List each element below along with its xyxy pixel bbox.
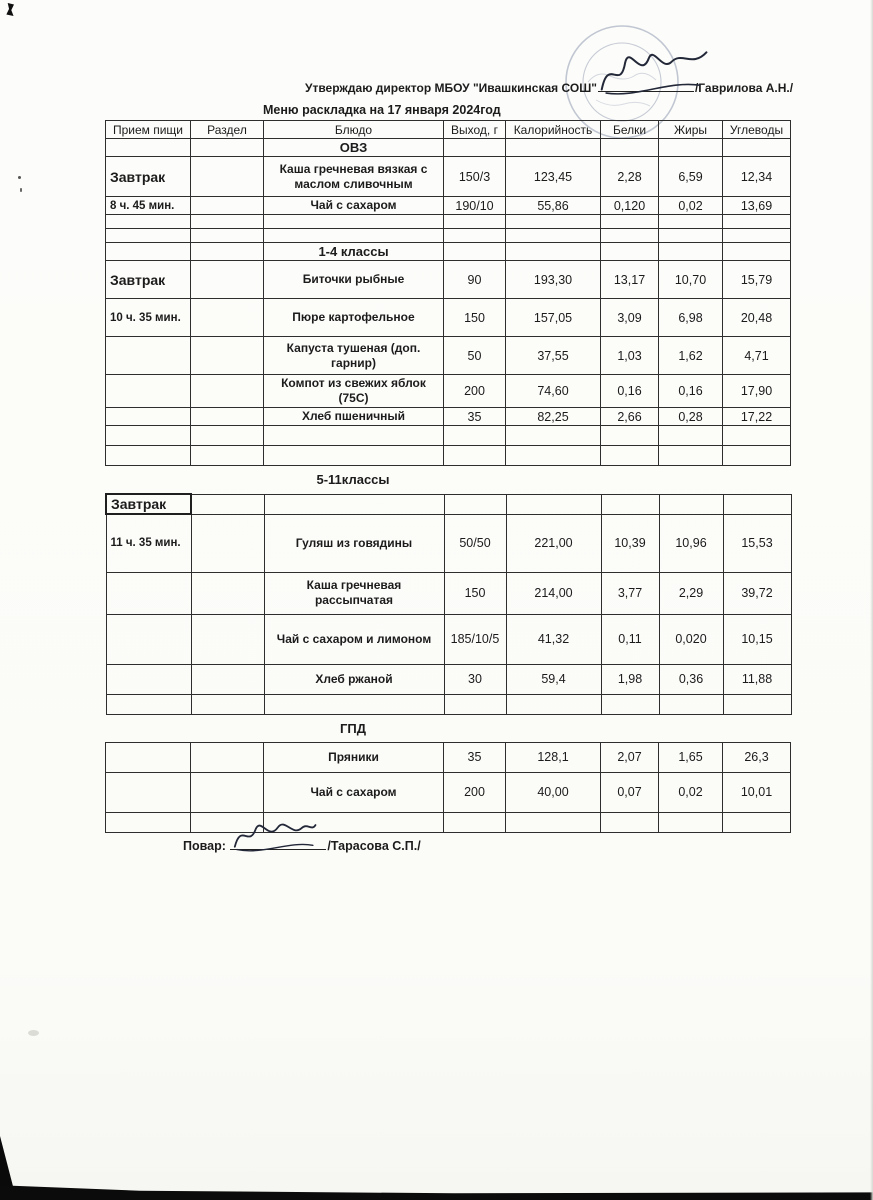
column-header: Раздел xyxy=(191,121,264,139)
scan-speck xyxy=(20,188,22,192)
column-header: Белки xyxy=(601,121,659,139)
cell-protein: 10,39 xyxy=(601,514,659,572)
menu-table xyxy=(105,742,791,833)
cell-protein: 3,09 xyxy=(601,299,659,337)
cell-out: 30 xyxy=(444,664,506,694)
cell-carbs: 15,53 xyxy=(723,514,791,572)
column-header: Жиры xyxy=(659,121,723,139)
director-signature-line xyxy=(598,80,694,92)
scan-speck xyxy=(18,176,21,179)
cell-dish: Пюре картофельное xyxy=(264,299,444,337)
menu-row xyxy=(106,261,791,299)
empty-cell xyxy=(601,812,659,832)
empty-cell xyxy=(659,446,723,466)
empty-cell xyxy=(601,426,659,446)
empty-row xyxy=(106,812,791,832)
empty-cell xyxy=(191,229,264,243)
cell-fat: 6,59 xyxy=(659,157,723,197)
column-header: Выход, г xyxy=(444,121,506,139)
column-header: Блюдо xyxy=(264,121,444,139)
cell-protein: 0,16 xyxy=(601,375,659,408)
scan-bottom-edge xyxy=(0,1184,873,1200)
cook-signature-line xyxy=(230,838,326,850)
cell-carbs: 10,15 xyxy=(723,614,791,664)
cell-dish: Капуста тушеная (доп. гарнир) xyxy=(264,337,444,375)
section-label: ОВЗ xyxy=(264,139,444,157)
cell-cal: 41,32 xyxy=(506,614,601,664)
cell-meal: Завтрак xyxy=(106,261,191,299)
cell-fat: 1,62 xyxy=(659,337,723,375)
cell-cal: 123,45 xyxy=(506,157,601,197)
cell-carbs: 11,88 xyxy=(723,664,791,694)
cell-carbs: 13,69 xyxy=(723,197,791,215)
empty-row xyxy=(106,426,791,446)
cell-cal: 74,60 xyxy=(506,375,601,408)
section-label-row xyxy=(106,243,791,261)
empty-cell xyxy=(106,446,191,466)
empty-cell xyxy=(444,215,506,229)
cell-fat: 2,29 xyxy=(659,572,723,614)
empty-cell xyxy=(444,243,506,261)
empty-cell xyxy=(444,694,506,714)
empty-cell xyxy=(191,426,264,446)
empty-cell xyxy=(601,446,659,466)
empty-cell xyxy=(191,215,264,229)
empty-cell xyxy=(106,337,191,375)
cell-out: 200 xyxy=(444,772,506,812)
empty-cell xyxy=(601,215,659,229)
empty-cell xyxy=(106,243,191,261)
table-header-row xyxy=(106,121,791,139)
empty-cell xyxy=(264,426,444,446)
empty-cell xyxy=(264,446,444,466)
empty-cell xyxy=(191,446,264,466)
cell-protein: 13,17 xyxy=(601,261,659,299)
empty-cell xyxy=(659,229,723,243)
cell-meal: Завтрак xyxy=(106,157,191,197)
cell-out: 90 xyxy=(444,261,506,299)
cell-fat: 10,70 xyxy=(659,261,723,299)
cell-cal: 221,00 xyxy=(506,514,601,572)
cell-meal: 8 ч. 45 мин. xyxy=(106,197,191,215)
cell-dish: Чай с сахаром xyxy=(264,197,444,215)
menu-row xyxy=(106,494,791,514)
cell-out: 35 xyxy=(444,742,506,772)
empty-row xyxy=(106,229,791,243)
cell-cal: 55,86 xyxy=(506,197,601,215)
empty-cell xyxy=(723,494,791,514)
cell-fat: 1,65 xyxy=(659,742,723,772)
column-header: Углеводы xyxy=(723,121,791,139)
empty-cell xyxy=(264,215,444,229)
empty-cell xyxy=(444,139,506,157)
section-label: 5-11классы xyxy=(316,472,390,487)
cell-carbs: 17,90 xyxy=(723,375,791,408)
cell-cal: 37,55 xyxy=(506,337,601,375)
cook-label: Повар: xyxy=(183,839,226,853)
cell-out: 185/10/5 xyxy=(444,614,506,664)
menu-row xyxy=(106,614,791,664)
cell-out: 190/10 xyxy=(444,197,506,215)
empty-cell xyxy=(191,299,264,337)
empty-cell xyxy=(506,494,601,514)
empty-cell xyxy=(444,446,506,466)
cell-protein: 1,03 xyxy=(601,337,659,375)
cell-carbs: 4,71 xyxy=(723,337,791,375)
empty-cell xyxy=(723,426,791,446)
menu-row xyxy=(106,157,791,197)
cell-carbs: 15,79 xyxy=(723,261,791,299)
empty-cell xyxy=(106,694,191,714)
empty-cell xyxy=(723,694,791,714)
empty-cell xyxy=(723,229,791,243)
menu-row xyxy=(106,299,791,337)
document-title: Меню раскладка на 17 января 2024год xyxy=(263,103,501,117)
cell-carbs: 39,72 xyxy=(723,572,791,614)
cell-cal: 214,00 xyxy=(506,572,601,614)
empty-cell xyxy=(723,812,791,832)
empty-cell xyxy=(659,812,723,832)
empty-cell xyxy=(191,494,264,514)
empty-cell xyxy=(506,446,601,466)
empty-cell xyxy=(191,243,264,261)
cell-out: 50/50 xyxy=(444,514,506,572)
cell-meal: 10 ч. 35 мин. xyxy=(106,299,191,337)
empty-cell xyxy=(106,408,191,426)
empty-cell xyxy=(191,157,264,197)
empty-cell xyxy=(506,426,601,446)
section-label: 1-4 классы xyxy=(264,243,444,261)
approval-line xyxy=(305,80,793,95)
empty-cell xyxy=(191,664,264,694)
empty-cell xyxy=(106,375,191,408)
cell-dish: Биточки рыбные xyxy=(264,261,444,299)
column-header: Калорийность xyxy=(506,121,601,139)
cell-carbs: 20,48 xyxy=(723,299,791,337)
empty-cell xyxy=(106,229,191,243)
empty-cell xyxy=(601,694,659,714)
empty-cell xyxy=(506,139,601,157)
empty-cell xyxy=(659,215,723,229)
cell-protein: 0,11 xyxy=(601,614,659,664)
cell-protein: 3,77 xyxy=(601,572,659,614)
cell-cal: 59,4 xyxy=(506,664,601,694)
menu-row xyxy=(106,664,791,694)
cell-meal: Завтрак xyxy=(106,494,191,514)
cell-out: 150 xyxy=(444,299,506,337)
empty-cell xyxy=(723,215,791,229)
cell-cal: 128,1 xyxy=(506,742,601,772)
empty-cell xyxy=(106,426,191,446)
empty-cell xyxy=(659,426,723,446)
cell-carbs: 17,22 xyxy=(723,408,791,426)
cell-fat: 0,02 xyxy=(659,197,723,215)
cell-out: 200 xyxy=(444,375,506,408)
menu-table xyxy=(105,493,792,715)
empty-cell xyxy=(106,215,191,229)
empty-row xyxy=(106,694,791,714)
cell-protein: 1,98 xyxy=(601,664,659,694)
empty-cell xyxy=(191,772,264,812)
empty-cell xyxy=(506,812,601,832)
cell-protein: 2,07 xyxy=(601,742,659,772)
empty-cell xyxy=(659,694,723,714)
empty-cell xyxy=(191,337,264,375)
menu-row xyxy=(106,337,791,375)
cell-carbs: 12,34 xyxy=(723,157,791,197)
empty-cell xyxy=(659,243,723,261)
empty-cell xyxy=(191,139,264,157)
empty-cell xyxy=(601,494,659,514)
empty-cell xyxy=(601,139,659,157)
empty-cell xyxy=(106,742,191,772)
cell-dish: Компот из свежих яблок (75С) xyxy=(264,375,444,408)
column-header: Прием пищи xyxy=(106,121,191,139)
empty-cell xyxy=(444,494,506,514)
empty-cell xyxy=(723,243,791,261)
empty-cell xyxy=(191,261,264,299)
empty-cell xyxy=(444,426,506,446)
scan-corner-shadow xyxy=(0,1136,15,1194)
empty-row xyxy=(106,215,791,229)
menu-row xyxy=(106,408,791,426)
empty-cell xyxy=(601,229,659,243)
cook-name: /Тарасова С.П./ xyxy=(327,839,421,853)
empty-row xyxy=(106,446,791,466)
cell-fat: 0,02 xyxy=(659,772,723,812)
cook-line xyxy=(183,838,421,853)
empty-cell xyxy=(106,139,191,157)
section-label: ГПД xyxy=(340,720,366,736)
empty-cell xyxy=(191,694,264,714)
cell-carbs: 10,01 xyxy=(723,772,791,812)
cell-dish: Хлеб пшеничный xyxy=(264,408,444,426)
cell-cal: 157,05 xyxy=(506,299,601,337)
menu-tables xyxy=(105,120,795,833)
cook-signature-icon xyxy=(227,813,321,855)
cell-meal: 11 ч. 35 мин. xyxy=(106,514,191,572)
cell-cal: 40,00 xyxy=(506,772,601,812)
scan-artifact-topleft xyxy=(5,3,14,16)
empty-cell xyxy=(191,408,264,426)
menu-row xyxy=(106,375,791,408)
empty-cell xyxy=(106,812,191,832)
empty-cell xyxy=(191,742,264,772)
empty-cell xyxy=(106,572,191,614)
empty-cell xyxy=(106,772,191,812)
empty-cell xyxy=(723,446,791,466)
cell-protein: 2,28 xyxy=(601,157,659,197)
cell-dish: Каша гречневая рассыпчатая xyxy=(264,572,444,614)
menu-row xyxy=(106,197,791,215)
empty-cell xyxy=(506,229,601,243)
approval-text: Утверждаю директор МБОУ "Ивашкинская СОШ" xyxy=(305,81,597,95)
empty-cell xyxy=(264,694,444,714)
menu-row xyxy=(106,772,791,812)
empty-cell xyxy=(506,694,601,714)
cell-dish: Каша гречневая вязкая с маслом сливочным xyxy=(264,157,444,197)
empty-cell xyxy=(191,514,264,572)
empty-cell xyxy=(191,197,264,215)
empty-cell xyxy=(659,139,723,157)
cell-dish: Пряники xyxy=(264,742,444,772)
approval-name: /Гаврилова А.Н./ xyxy=(694,81,794,95)
menu-table xyxy=(105,120,791,466)
cell-out: 150/3 xyxy=(444,157,506,197)
menu-row xyxy=(106,572,791,614)
empty-cell xyxy=(601,243,659,261)
cell-dish: Чай с сахаром и лимоном xyxy=(264,614,444,664)
cell-protein: 2,66 xyxy=(601,408,659,426)
cell-cal: 193,30 xyxy=(506,261,601,299)
cell-out: 150 xyxy=(444,572,506,614)
menu-row xyxy=(106,514,791,572)
empty-cell xyxy=(106,614,191,664)
empty-cell xyxy=(659,494,723,514)
cell-dish: Чай с сахаром xyxy=(264,772,444,812)
menu-row xyxy=(106,742,791,772)
cell-out: 50 xyxy=(444,337,506,375)
scan-smudge xyxy=(28,1030,39,1036)
cell-fat: 0,36 xyxy=(659,664,723,694)
empty-cell xyxy=(444,229,506,243)
empty-cell xyxy=(191,572,264,614)
cell-protein: 0,120 xyxy=(601,197,659,215)
cell-protein: 0,07 xyxy=(601,772,659,812)
empty-cell xyxy=(191,614,264,664)
cell-fat: 0,020 xyxy=(659,614,723,664)
empty-cell xyxy=(264,494,444,514)
empty-cell xyxy=(506,215,601,229)
cell-cal: 82,25 xyxy=(506,408,601,426)
section-label-row xyxy=(106,139,791,157)
cell-out: 35 xyxy=(444,408,506,426)
cell-fat: 0,16 xyxy=(659,375,723,408)
cell-fat: 0,28 xyxy=(659,408,723,426)
cell-carbs: 26,3 xyxy=(723,742,791,772)
cell-fat: 6,98 xyxy=(659,299,723,337)
empty-cell xyxy=(723,139,791,157)
empty-cell xyxy=(444,812,506,832)
cell-fat: 10,96 xyxy=(659,514,723,572)
empty-cell xyxy=(264,229,444,243)
cell-dish: Гуляш из говядины xyxy=(264,514,444,572)
empty-cell xyxy=(191,375,264,408)
empty-cell xyxy=(106,664,191,694)
empty-cell xyxy=(506,243,601,261)
cell-dish: Хлеб ржаной xyxy=(264,664,444,694)
